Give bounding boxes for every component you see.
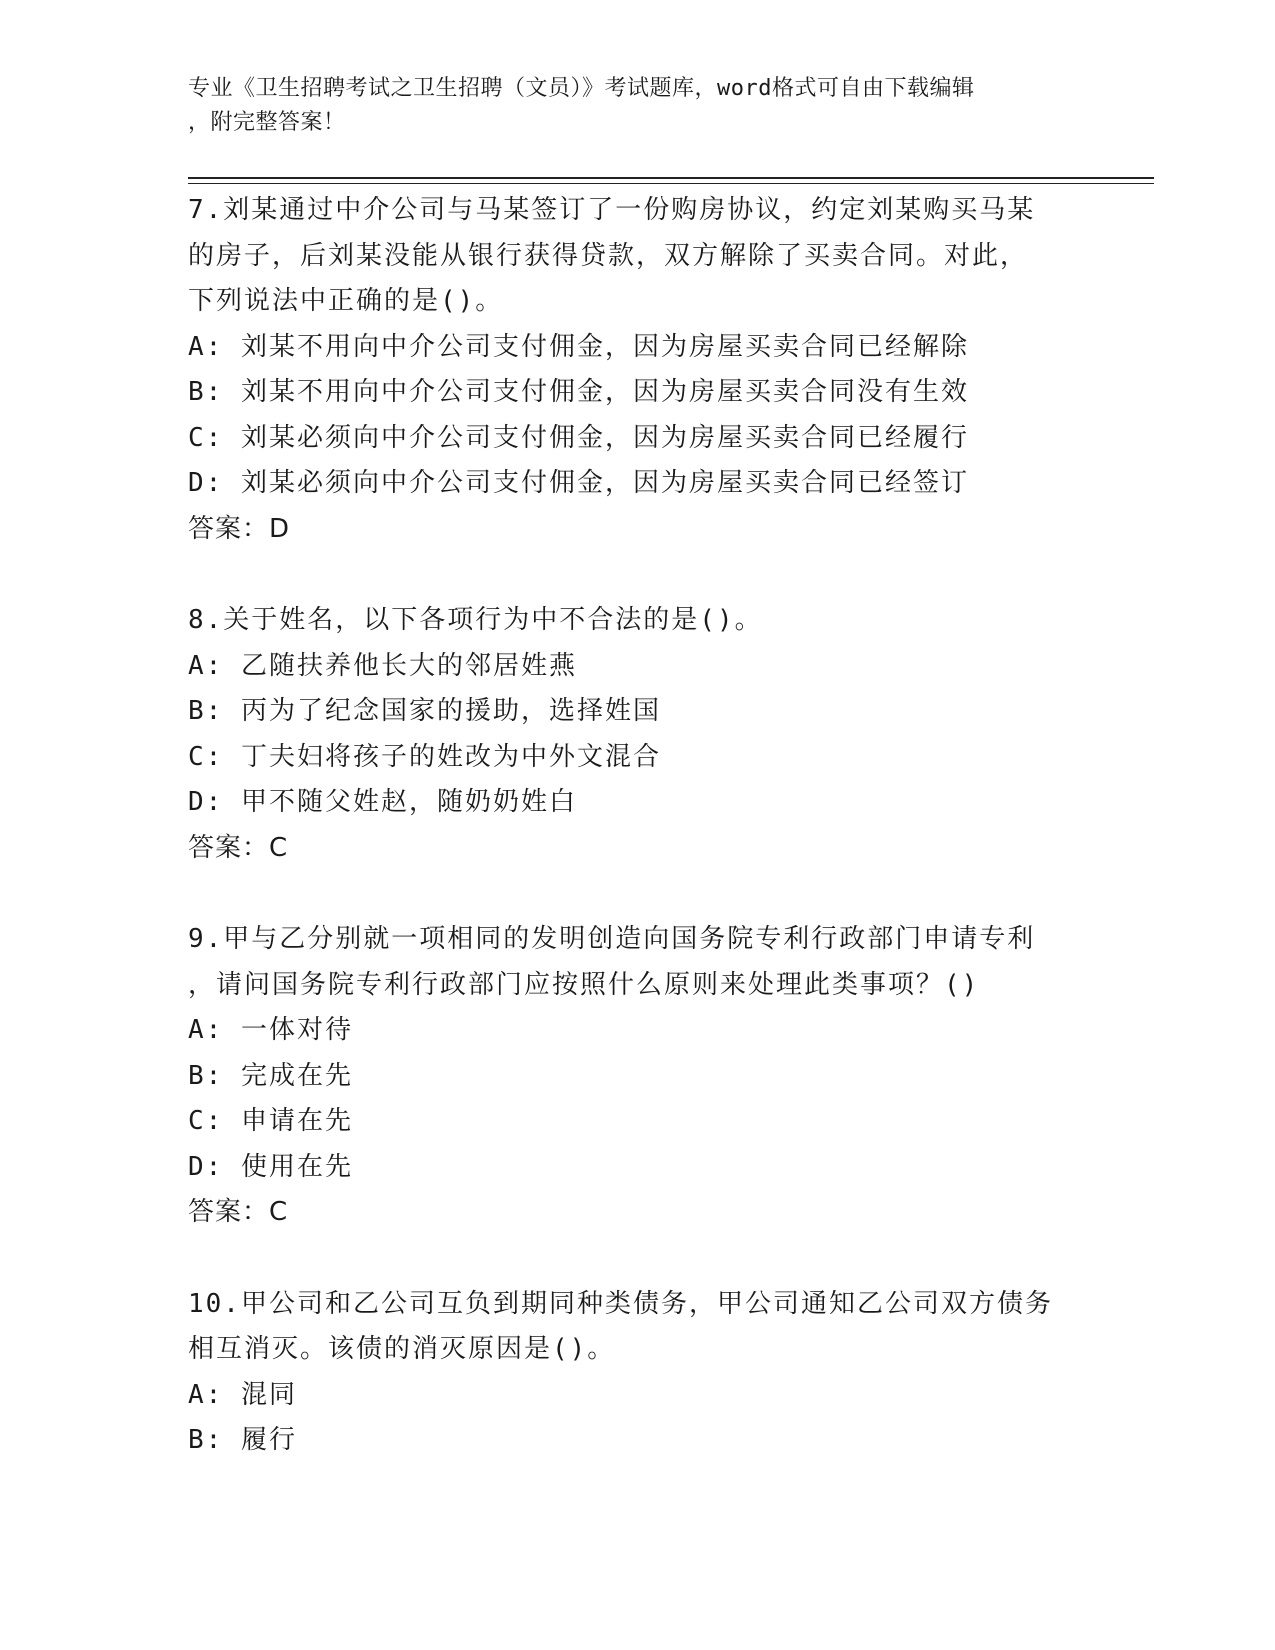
header-divider-thin	[188, 183, 1154, 184]
option-b: B: 刘某不用向中介公司支付佣金，因为房屋买卖合同没有生效	[188, 377, 969, 407]
question-7	[188, 188, 1088, 552]
option-a: A: 一体对待	[188, 1015, 353, 1045]
header-line-1: 专业《卫生招聘考试之卫生招聘（文员）》考试题库，word格式可自由下载编辑	[188, 76, 975, 101]
option-a: A: 混同	[188, 1379, 297, 1410]
option-c: C: 刘某必须向中介公司支付佣金，因为房屋买卖合同已经履行	[188, 422, 969, 453]
option-b: B: 丙为了纪念国家的援助，选择姓国	[188, 696, 661, 726]
question-text-line: 7.刘某通过中介公司与马某签订了一份购房协议，约定刘某购买马某	[188, 195, 1036, 225]
answer-line: 答案：C	[188, 1197, 289, 1227]
question-8	[188, 598, 1088, 871]
option-d: D: 刘某必须向中介公司支付佣金，因为房屋买卖合同已经签订	[188, 468, 969, 498]
question-text-line: 9.甲与乙分别就一项相同的发明创造向国务院专利行政部门申请专利	[188, 924, 1036, 954]
option-d: D: 甲不随父姓赵，随奶奶姓白	[188, 787, 577, 817]
option-b: B: 履行	[188, 1425, 297, 1455]
header-line-2: ，附完整答案！	[188, 110, 346, 135]
question-10	[188, 1282, 1088, 1464]
option-a: A: 刘某不用向中介公司支付佣金，因为房屋买卖合同已经解除	[188, 331, 969, 362]
answer-line: 答案：C	[188, 832, 289, 863]
document-header	[188, 72, 1068, 140]
option-a: A: 乙随扶养他长大的邻居姓燕	[188, 650, 577, 681]
option-c: C: 丁夫妇将孩子的姓改为中外文混合	[188, 741, 661, 772]
question-text-line: 10.甲公司和乙公司互负到期同种类债务，甲公司通知乙公司双方债务	[188, 1288, 1053, 1319]
question-text-line: ，请问国务院专利行政部门应按照什么原则来处理此类事项？()	[188, 969, 980, 1000]
option-d: D: 使用在先	[188, 1151, 353, 1182]
question-text-line: 的房子，后刘某没能从银行获得贷款，双方解除了买卖合同。对此，	[188, 240, 1029, 271]
question-text-line: 下列说法中正确的是()。	[188, 286, 504, 316]
option-c: C: 申请在先	[188, 1106, 353, 1136]
question-text-line: 8.关于姓名，以下各项行为中不合法的是()。	[188, 605, 763, 635]
question-text-line: 相互消灭。该债的消灭原因是()。	[188, 1334, 616, 1364]
option-b: B: 完成在先	[188, 1060, 353, 1091]
header-divider-thick	[188, 177, 1154, 179]
question-9	[188, 917, 1088, 1236]
question-list	[188, 188, 1088, 1510]
answer-line: 答案：D	[188, 513, 291, 544]
